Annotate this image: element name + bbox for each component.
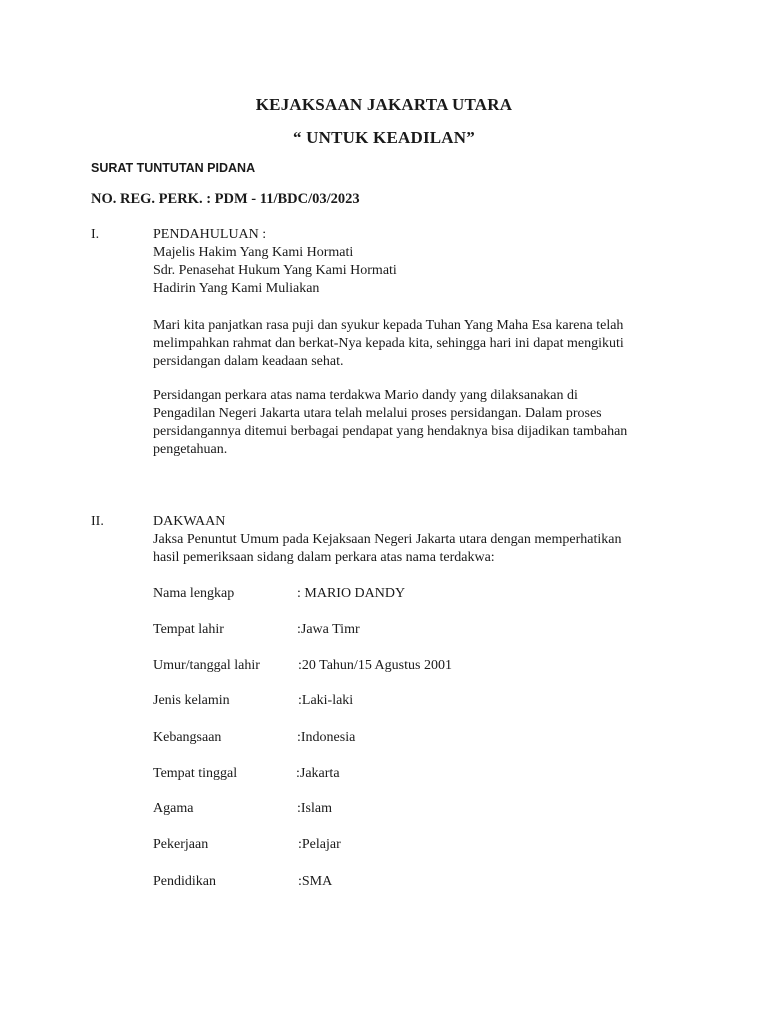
- field-label-sex: Jenis kelamin: [153, 693, 230, 708]
- section-1-heading: PENDAHULUAN :: [153, 227, 267, 242]
- motto-title: “ UNTUK KEADILAN”: [293, 128, 475, 147]
- field-label-education: Pendidikan: [153, 874, 216, 889]
- trial-paragraph: [153, 387, 673, 459]
- field-value-religion: :Islam: [297, 801, 332, 816]
- paragraph-line: Pengadilan Negeri Jakarta utara telah melalui proses persidangan. Dalam proses: [153, 406, 602, 421]
- registration-number: NO. REG. PERK. : PDM - 11/BDC/03/2023: [91, 191, 360, 207]
- salutation-line: Sdr. Penasehat Hukum Yang Kami Hormati: [153, 263, 397, 278]
- opening-paragraph: [153, 317, 673, 371]
- paragraph-line: Persidangan perkara atas nama terdakwa Mario dandy yang dilaksanakan di: [153, 388, 578, 403]
- field-value-sex: :Laki-laki: [298, 693, 354, 708]
- field-value-nationality: :Indonesia: [297, 730, 356, 745]
- section-1-number: I.: [91, 227, 100, 242]
- field-value-residence: :Jakarta: [296, 766, 340, 781]
- field-value-full-name: : MARIO DANDY: [297, 586, 406, 601]
- institution-title: KEJAKSAAN JAKARTA UTARA: [255, 95, 513, 114]
- salutation-line: Majelis Hakim Yang Kami Hormati: [153, 245, 354, 260]
- field-label-nationality: Kebangsaan: [153, 730, 222, 745]
- field-value-age-dob: :20 Tahun/15 Agustus 2001: [298, 658, 452, 673]
- indictment-intro-line: Jaksa Penuntut Umum pada Kejaksaan Negeri Jakarta utara dengan memperhatikan: [153, 532, 622, 547]
- section-2-heading: DAKWAAN: [153, 514, 226, 529]
- paragraph-line: Mari kita panjatkan rasa puji dan syukur kepada Tuhan Yang Maha Esa karena telah: [153, 318, 624, 333]
- section-2-heading-block: [153, 513, 621, 567]
- paragraph-line: pengetahuan.: [153, 442, 228, 457]
- field-value-birthplace: :Jawa Timr: [297, 622, 360, 637]
- field-value-occupation: :Pelajar: [298, 837, 341, 852]
- field-value-education: :SMA: [298, 874, 333, 889]
- field-label-occupation: Pekerjaan: [153, 837, 209, 852]
- salutation-line: Hadirin Yang Kami Muliakan: [153, 281, 320, 296]
- field-label-birthplace: Tempat lahir: [153, 622, 224, 637]
- section-2-number: II.: [91, 514, 104, 529]
- field-label-religion: Agama: [153, 801, 194, 816]
- paragraph-line: persidangannya ditemui berbagai pendapat yang hendaknya bisa dijadikan tambahan: [153, 424, 628, 439]
- paragraph-line: melimpahkan rahmat dan berkat-Nya kepada kita, sehingga hari ini dapat mengikuti: [153, 336, 624, 351]
- document-type: SURAT TUNTUTAN PIDANA: [91, 161, 256, 175]
- section-1-heading-block: [153, 226, 397, 298]
- field-label-age-dob: Umur/tanggal lahir: [153, 658, 260, 673]
- indictment-intro-line: hasil pemeriksaan sidang dalam perkara atas nama terdakwa:: [153, 550, 495, 565]
- field-label-full-name: Nama lengkap: [153, 586, 235, 601]
- paragraph-line: persidangan dalam keadaan sehat.: [153, 354, 344, 369]
- field-label-residence: Tempat tinggal: [153, 766, 238, 781]
